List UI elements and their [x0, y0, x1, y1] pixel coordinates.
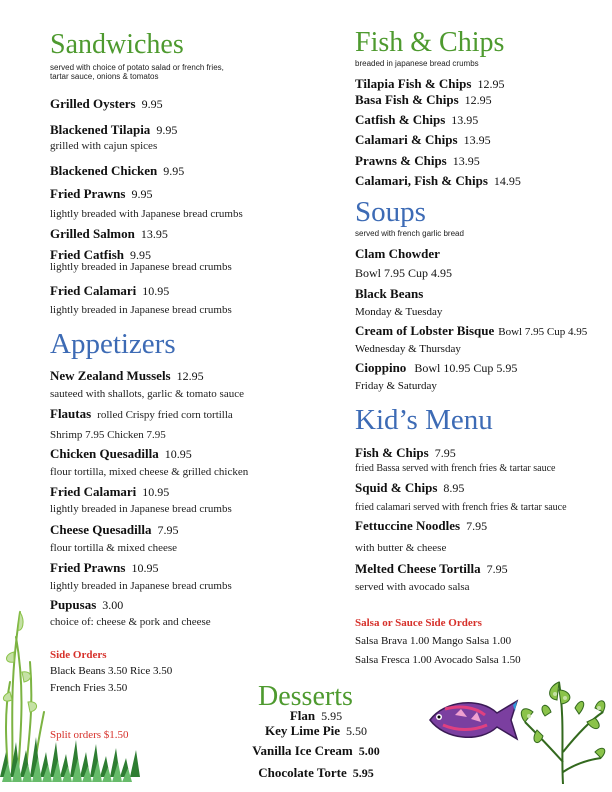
appetizers-title: Appetizers [50, 328, 176, 360]
item-name: Vanilla Ice Cream [252, 743, 353, 758]
dessert-item [216, 765, 416, 781]
item-desc: lightly breaded in Japanese bread crumbs [50, 503, 232, 515]
menu-item [355, 92, 492, 108]
menu-item [50, 560, 158, 576]
side-orders-line: French Fries 3.50 [50, 682, 128, 694]
item-price: 13.95 [451, 113, 479, 127]
item-price: 12.95 [464, 93, 492, 107]
item-desc: lightly breaded in Japanese bread crumbs [50, 580, 232, 592]
fish-icon [425, 695, 520, 745]
soup-prices: Bowl 7.95 Cup 4.95 [355, 266, 453, 280]
menu-item [355, 360, 517, 376]
item-name: Fettuccine Noodles [355, 518, 461, 533]
menu-item [50, 406, 233, 422]
item-price: 13.95 [463, 133, 491, 147]
item-name: Prawns & Chips [355, 153, 447, 168]
desserts-title: Desserts [258, 681, 353, 712]
item-desc: choice of: cheese & pork and cheese [50, 616, 211, 628]
sandwiches-title: Sandwiches [50, 29, 184, 60]
item-price: 9.95 [131, 187, 153, 201]
soup-days: Friday & Saturday [355, 380, 437, 392]
menu-item [50, 226, 168, 242]
side-orders-title: Side Orders [50, 649, 107, 661]
menu-item [50, 283, 169, 299]
soup-lobster-bisque: Cream of Lobster Bisque [355, 323, 495, 338]
item-price: 14.95 [493, 174, 521, 188]
item-desc: flour tortilla, mixed cheese & grilled chicken [50, 466, 249, 478]
menu-item [355, 153, 480, 169]
menu-item [355, 132, 491, 148]
salsa-title: Salsa or Sauce Side Orders [355, 617, 482, 629]
menu-item [355, 173, 521, 189]
item-price: 5.50 [346, 724, 368, 738]
item-price: 5.95 [321, 709, 343, 723]
item-name: Fried Calamari [50, 283, 137, 298]
item-desc: served with avocado salsa [355, 581, 470, 593]
menu-item [355, 480, 464, 496]
item-desc: grilled with cajun spices [50, 140, 158, 152]
item-desc: flour tortilla & mixed cheese [50, 542, 178, 554]
soup-prices: Bowl 7.95 Cup 4.95 [498, 326, 588, 338]
item-name: Fried Calamari [50, 484, 137, 499]
item-desc: lightly breaded with Japanese bread crumbs [50, 208, 243, 220]
menu-item [50, 446, 192, 462]
sandwiches-subtitle [50, 63, 224, 81]
dessert-item [216, 723, 416, 739]
grass-icon [0, 592, 140, 782]
item-desc: Shrimp 7.95 Chicken 7.95 [50, 429, 166, 441]
item-name: Fried Prawns [50, 186, 126, 201]
soup-days: Wednesday & Thursday [355, 343, 461, 355]
side-orders-line: Black Beans 3.50 Rice 3.50 [50, 665, 173, 677]
dessert-item [216, 743, 416, 759]
item-price: 9.95 [141, 97, 163, 111]
item-name: Fried Prawns [50, 560, 126, 575]
menu-item [50, 484, 169, 500]
item-desc: fried Bassa served with french fries & tartar sauce [355, 463, 556, 474]
item-name: Key Lime Pie [264, 723, 341, 738]
item-price: 7.95 [466, 519, 488, 533]
soup-days: Monday & Tuesday [355, 306, 443, 318]
menu-item [355, 112, 478, 128]
sandwiches-subtitle-line2: tartar sauce, onions & tomatos [50, 72, 159, 81]
menu-item [355, 445, 456, 461]
item-name: Squid & Chips [355, 480, 438, 495]
soup-black-beans: Black Beans [355, 286, 424, 301]
item-price: 7.95 [486, 562, 508, 576]
menu-item [355, 561, 508, 577]
soup-prices: Bowl 10.95 Cup 5.95 [414, 361, 518, 375]
item-price: 7.95 [157, 523, 179, 537]
plant-icon [515, 672, 610, 787]
item-name: Blackened Tilapia [50, 122, 151, 137]
item-name: Cheese Quesadilla [50, 522, 152, 537]
item-desc: fried calamari served with french fries & tartar sauce [355, 502, 567, 513]
item-price: 9.95 [163, 164, 185, 178]
item-price: 12.95 [477, 77, 505, 91]
item-price: 8.95 [443, 481, 465, 495]
item-price: 13.95 [140, 227, 168, 241]
item-name: Pupusas [50, 597, 97, 612]
item-name: Melted Cheese Tortilla [355, 561, 481, 576]
item-name: Grilled Oysters [50, 96, 136, 111]
menu-item [355, 518, 487, 534]
item-desc-inline: rolled Crispy fried corn tortilla [97, 409, 233, 421]
item-price: 10.95 [142, 485, 170, 499]
menu-item [355, 76, 504, 92]
split-orders: Split orders $1.50 [50, 729, 129, 741]
item-price: 9.95 [156, 123, 178, 137]
soup-clam-chowder: Clam Chowder [355, 246, 440, 261]
item-price: 3.00 [102, 598, 124, 612]
dessert-item [216, 708, 416, 724]
item-name: Calamari & Chips [355, 132, 458, 147]
item-price: 13.95 [452, 154, 480, 168]
menu-item [50, 96, 163, 112]
menu-item [50, 186, 152, 202]
item-name: Catfish & Chips [355, 112, 446, 127]
item-price: 9.95 [130, 248, 152, 262]
menu-item [50, 522, 178, 538]
salsa-line: Salsa Fresca 1.00 Avocado Salsa 1.50 [355, 654, 521, 666]
item-name: Calamari, Fish & Chips [355, 173, 488, 188]
item-name: Blackened Chicken [50, 163, 158, 178]
soup-cioppino: Cioppino [355, 360, 407, 375]
item-price: 10.95 [142, 284, 170, 298]
menu-item [50, 163, 184, 179]
item-desc: lightly breaded in Japanese bread crumbs [50, 304, 232, 316]
item-name: Chocolate Torte [258, 765, 347, 780]
item-desc: sauteed with shallots, garlic & tomato sauce [50, 388, 244, 400]
item-name: New Zealand Mussels [50, 368, 171, 383]
item-name: Chicken Quesadilla [50, 446, 159, 461]
soups-subtitle: served with french garlic bread [355, 229, 464, 238]
item-name: Flan [289, 708, 316, 723]
item-name: Fish & Chips [355, 445, 429, 460]
item-price: 7.95 [434, 446, 456, 460]
item-desc: lightly breaded in Japanese bread crumbs [50, 261, 232, 273]
menu-item [50, 122, 177, 138]
item-price: 5.95 [352, 766, 374, 780]
item-name: Tilapia Fish & Chips [355, 76, 472, 91]
item-name: Basa Fish & Chips [355, 92, 459, 107]
soups-title: Soups [355, 196, 426, 228]
kids-menu-title: Kid’s Menu [355, 404, 493, 436]
fish-chips-title: Fish & Chips [355, 27, 505, 58]
item-desc: with butter & cheese [355, 542, 447, 554]
item-price: 10.95 [131, 561, 159, 575]
salsa-line: Salsa Brava 1.00 Mango Salsa 1.00 [355, 635, 512, 647]
menu-item [50, 368, 204, 384]
item-price: 12.95 [176, 369, 204, 383]
item-name: Grilled Salmon [50, 226, 135, 241]
item-name: Fried Catfish [50, 247, 125, 262]
sandwiches-subtitle-line1: served with choice of potato salad or french fries, [50, 63, 224, 72]
item-name: Flautas [50, 406, 92, 421]
item-price: 10.95 [164, 447, 192, 461]
menu-item [355, 323, 587, 340]
item-price: 5.00 [358, 744, 380, 758]
fish-chips-subtitle: breaded in japanese bread crumbs [355, 59, 479, 68]
